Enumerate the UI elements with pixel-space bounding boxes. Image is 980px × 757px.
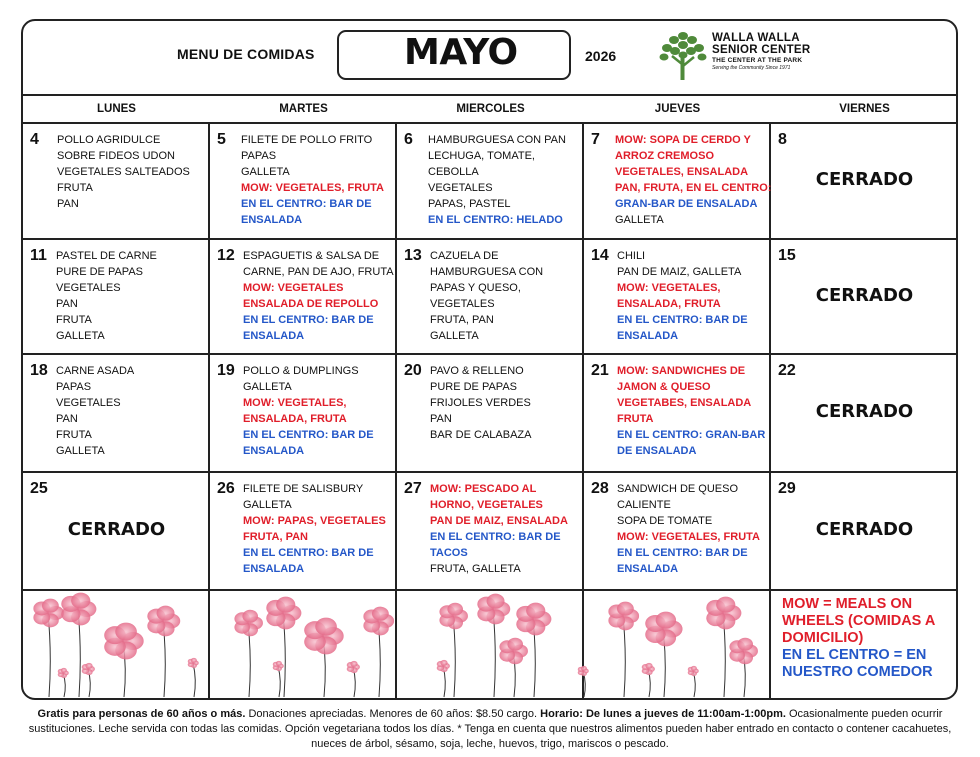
menu-line: PAN bbox=[57, 198, 79, 210]
menu-line: PAPAS, PASTEL bbox=[428, 198, 511, 210]
menu-line: HAMBURGUESA CON bbox=[430, 266, 544, 278]
menu-line: EN EL CENTRO: BAR DE bbox=[243, 547, 374, 559]
footer-bold2: Horario: De lunes a jueves de 11:00am-1:00pm. bbox=[540, 708, 786, 720]
grid-line bbox=[21, 471, 958, 473]
day-number: 25 bbox=[30, 480, 48, 497]
footer-bold1: Gratis para personas de 60 años o más. bbox=[37, 708, 246, 720]
menu-line: ENSALADA, FRUTA bbox=[617, 298, 721, 310]
menu-line: VEGETALES SALTEADOS bbox=[57, 166, 190, 178]
weekday-viernes: VIERNES bbox=[839, 103, 890, 115]
menu-line: ENSALADA bbox=[617, 330, 679, 342]
flower-petal bbox=[507, 638, 523, 651]
flower-petal bbox=[487, 594, 505, 609]
flower-petal bbox=[447, 603, 463, 616]
day-number: 29 bbox=[778, 480, 796, 497]
menu-line: PAN DE MAIZ, ENSALADA bbox=[430, 515, 568, 527]
menu-line: HAMBURGUESA CON PAN bbox=[428, 134, 566, 146]
month-title: MAYO bbox=[404, 32, 518, 73]
closed-label: CERRADO bbox=[815, 519, 914, 540]
day-number: 4 bbox=[30, 131, 39, 148]
day-number: 12 bbox=[217, 247, 235, 264]
flower-petal bbox=[581, 666, 587, 671]
menu-line: DE ENSALADA bbox=[617, 445, 697, 457]
flower-petal bbox=[645, 663, 652, 669]
weekday-miercoles: MIERCOLES bbox=[456, 103, 525, 115]
flower-petal bbox=[71, 593, 90, 609]
weekday-martes: MARTES bbox=[279, 103, 328, 115]
menu-line: CHILI bbox=[617, 250, 646, 262]
flower-petal bbox=[372, 607, 389, 621]
menu-line: MOW: SOPA DE CERDO Y bbox=[615, 134, 751, 146]
grid-line bbox=[21, 94, 958, 96]
day-number: 5 bbox=[217, 131, 226, 148]
menu-line: VEGETALES bbox=[428, 182, 493, 194]
menu-line: LECHUGA, TOMATE, bbox=[428, 150, 535, 162]
flower-petal bbox=[350, 661, 357, 667]
org-line1: WALLA WALLA bbox=[712, 32, 800, 44]
flower-petal bbox=[691, 666, 697, 671]
menu-line: PAPAS bbox=[241, 150, 277, 162]
menu-line: SOBRE FIDEOS UDON bbox=[57, 150, 175, 162]
menu-items bbox=[430, 248, 543, 344]
menu-line: VEGETALES bbox=[430, 298, 495, 310]
menu-line: FILETE DE POLLO FRITO bbox=[241, 134, 373, 146]
menu-items bbox=[241, 132, 384, 228]
flower-decoration bbox=[23, 591, 770, 699]
menu-line: MOW: PAPAS, VEGETALES bbox=[243, 515, 386, 527]
menu-line: GALLETA bbox=[243, 499, 292, 511]
menu-line: EN EL CENTRO: BAR DE bbox=[617, 547, 748, 559]
menu-line: PAPAS Y QUESO, bbox=[430, 282, 521, 294]
menu-line: SOPA DE TOMATE bbox=[617, 515, 713, 527]
menu-line: ENSALADA bbox=[243, 445, 305, 457]
closed-label: CERRADO bbox=[815, 169, 914, 190]
menu-line: MOW: SANDWICHES DE bbox=[617, 365, 746, 377]
menu-line: CARNE ASADA bbox=[56, 365, 135, 377]
menu-items bbox=[430, 481, 568, 577]
menu-line: ARROZ CREMOSO bbox=[615, 150, 714, 162]
menu-line: TACOS bbox=[430, 547, 468, 559]
menu-line: GRAN-BAR DE ENSALADA bbox=[615, 198, 758, 210]
day-number: 26 bbox=[217, 480, 235, 497]
flower-petal bbox=[157, 606, 175, 621]
footer-text2: Ocasionalmente pueden ocurrir sustituciones. Leche servida con todas las comidas. Opción vegetariana todos los días. * Tenga en cuenta que nuestros alimentos pueden haber entrado en contacto o contener cacahuetes, nueces de árbol, sésamo, soja, leche, huevos, trigo, mariscos o pescado. bbox=[28, 708, 952, 750]
menu-line: GALLETA bbox=[241, 166, 290, 178]
org-tagline: THE CENTER AT THE PARK bbox=[712, 57, 803, 64]
closed-label: CERRADO bbox=[815, 284, 914, 306]
menu-line: EN EL CENTRO: GRAN-BAR bbox=[617, 429, 766, 441]
menu-line: GALLETA bbox=[615, 214, 664, 226]
flower-petal bbox=[737, 638, 753, 651]
legend-mow: MOW = MEALS ON WHEELS (COMIDAS A DOMICILIO) bbox=[782, 596, 935, 646]
menu-line: GALLETA bbox=[56, 330, 105, 342]
menu-line: FRUTA, PAN bbox=[243, 531, 308, 543]
menu-items bbox=[243, 363, 374, 459]
flower-petal bbox=[617, 602, 634, 616]
menu-line: FRUTA bbox=[617, 413, 654, 425]
day-number: 11 bbox=[30, 247, 47, 264]
flower-petal bbox=[716, 597, 735, 613]
closed-label: CERRADO bbox=[67, 519, 166, 540]
day-number: 15 bbox=[778, 247, 796, 264]
weekday-jueves: JUEVES bbox=[654, 103, 701, 115]
flower-petal bbox=[42, 599, 59, 613]
menu-line: JAMON & QUESO bbox=[617, 381, 711, 393]
day-number: 21 bbox=[591, 362, 609, 379]
day-number: 8 bbox=[778, 131, 787, 148]
menu-items bbox=[615, 132, 771, 228]
day-number: 19 bbox=[217, 362, 235, 379]
menu-line: VEGETABES, ENSALADA bbox=[617, 397, 752, 409]
day-number: 13 bbox=[404, 247, 422, 264]
menu-line: GALLETA bbox=[56, 445, 105, 457]
menu-line: POLLO AGRIDULCE bbox=[57, 134, 161, 146]
day-number: 22 bbox=[778, 362, 796, 379]
day-number: 18 bbox=[30, 362, 48, 379]
menu-line: MOW: VEGETALES, FRUTA bbox=[241, 182, 384, 194]
menu-line: VEGETALES bbox=[56, 397, 121, 409]
menu-items bbox=[430, 363, 531, 443]
day-number: 6 bbox=[404, 131, 413, 148]
menu-line: BAR DE CALABAZA bbox=[430, 429, 532, 441]
menu-line: PAN bbox=[430, 413, 452, 425]
day-number: 14 bbox=[591, 247, 609, 264]
menu-line: PAN DE MAIZ, GALLETA bbox=[617, 266, 742, 278]
menu-line: FRUTA, GALLETA bbox=[430, 563, 521, 575]
menu-line: PAN bbox=[56, 298, 78, 310]
year-label: 2026 bbox=[585, 48, 617, 64]
flower-petal bbox=[656, 612, 676, 629]
menu-line: EN EL CENTRO: BAR DE bbox=[617, 314, 748, 326]
menu-label: MENU DE COMIDAS bbox=[177, 46, 315, 62]
menu-line: CARNE, PAN DE AJO, FRUTA bbox=[243, 266, 394, 278]
menu-line: FRUTA bbox=[56, 314, 92, 326]
menu-line: SANDWICH DE QUESO bbox=[617, 483, 739, 495]
footer-text1: Donaciones apreciadas. Menores de 60 años: $8.50 cargo. bbox=[245, 708, 541, 720]
legend bbox=[782, 596, 952, 681]
menu-line: ENSALADA DE REPOLLO bbox=[243, 298, 379, 310]
flower-petal bbox=[61, 668, 67, 673]
menu-line: FRIJOLES VERDES bbox=[430, 397, 531, 409]
menu-line: ENSALADA, FRUTA bbox=[243, 413, 347, 425]
tree-logo-icon bbox=[657, 30, 709, 82]
flower-petal bbox=[315, 618, 337, 636]
menu-line: MOW: VEGETALES, FRUTA bbox=[617, 531, 760, 543]
menu-line: FRUTA, PAN bbox=[430, 314, 494, 326]
flower-petal bbox=[191, 658, 197, 663]
menu-line: HORNO, VEGETALES bbox=[430, 499, 543, 511]
menu-items bbox=[617, 481, 760, 577]
menu-line: PAVO & RELLENO bbox=[430, 365, 524, 377]
menu-line: ENSALADA bbox=[617, 563, 679, 575]
menu-line: FILETE DE SALISBURY bbox=[243, 483, 364, 495]
menu-line: ENSALADA bbox=[243, 563, 305, 575]
menu-line: VEGETALES bbox=[56, 282, 121, 294]
grid-line bbox=[21, 122, 958, 124]
flower-petal bbox=[242, 610, 258, 623]
menu-line: FRUTA bbox=[56, 429, 92, 441]
day-number: 28 bbox=[591, 480, 609, 497]
menu-items bbox=[617, 248, 748, 344]
flower-petal bbox=[440, 660, 447, 666]
menu-line: PAN, FRUTA, EN EL CENTRO: bbox=[615, 182, 772, 194]
grid-line bbox=[21, 238, 958, 240]
legend-centro: EN EL CENTRO = EN NUESTRO COMEDOR bbox=[782, 647, 933, 680]
menu-line: ENSALADA bbox=[243, 330, 305, 342]
day-number: 27 bbox=[404, 480, 422, 497]
weekday-lunes: LUNES bbox=[97, 103, 136, 115]
flower-petal bbox=[276, 597, 295, 613]
menu-line: PURE DE PAPAS bbox=[430, 381, 518, 393]
menu-line: EN EL CENTRO: HELADO bbox=[428, 214, 563, 226]
grid-line bbox=[21, 353, 958, 355]
menu-line: PAPAS bbox=[56, 381, 92, 393]
menu-line: EN EL CENTRO: BAR DE bbox=[243, 314, 374, 326]
menu-items bbox=[57, 132, 190, 212]
menu-line: MOW: VEGETALES, bbox=[243, 397, 347, 409]
menu-line: MOW: VEGETALES bbox=[243, 282, 344, 294]
footer-note bbox=[24, 707, 956, 752]
menu-line: EN EL CENTRO: BAR DE bbox=[430, 531, 561, 543]
menu-line: PASTEL DE CARNE bbox=[56, 250, 157, 262]
menu-items bbox=[243, 481, 386, 577]
flower-petal bbox=[85, 663, 92, 669]
menu-line: GALLETA bbox=[243, 381, 292, 393]
org-since: Serving the Community Since 1971 bbox=[712, 64, 791, 71]
menu-items bbox=[428, 132, 566, 228]
menu-line: ESPAGUETIS & SALSA DE bbox=[243, 250, 380, 262]
menu-line: PURE DE PAPAS bbox=[56, 266, 144, 278]
menu-line: GALLETA bbox=[430, 330, 479, 342]
menu-items bbox=[243, 248, 394, 344]
menu-line: CEBOLLA bbox=[428, 166, 479, 178]
menu-items bbox=[56, 248, 157, 344]
flower-petal bbox=[526, 603, 545, 619]
menu-line: MOW: VEGETALES, bbox=[617, 282, 721, 294]
menu-line: ENSALADA bbox=[241, 214, 303, 226]
org-line2: SENIOR CENTER bbox=[712, 43, 811, 56]
day-number: 20 bbox=[404, 362, 422, 379]
flower-petal bbox=[115, 623, 137, 641]
day-number: 7 bbox=[591, 131, 600, 148]
flower-petal bbox=[276, 661, 282, 666]
menu-line: CALIENTE bbox=[617, 499, 671, 511]
menu-line: VEGETALES, ENSALADA bbox=[615, 166, 749, 178]
org-name bbox=[712, 33, 810, 71]
menu-line: EN EL CENTRO: BAR DE bbox=[243, 429, 374, 441]
menu-line: PAN bbox=[56, 413, 78, 425]
menu-line: FRUTA bbox=[57, 182, 93, 194]
menu-line: POLLO & DUMPLINGS bbox=[243, 365, 359, 377]
menu-line: EN EL CENTRO: BAR DE bbox=[241, 198, 372, 210]
menu-line: CAZUELA DE bbox=[430, 250, 499, 262]
closed-label: CERRADO bbox=[815, 401, 914, 422]
menu-items bbox=[617, 363, 765, 459]
menu-items bbox=[56, 363, 134, 459]
menu-line: MOW: PESCADO AL bbox=[430, 483, 537, 495]
